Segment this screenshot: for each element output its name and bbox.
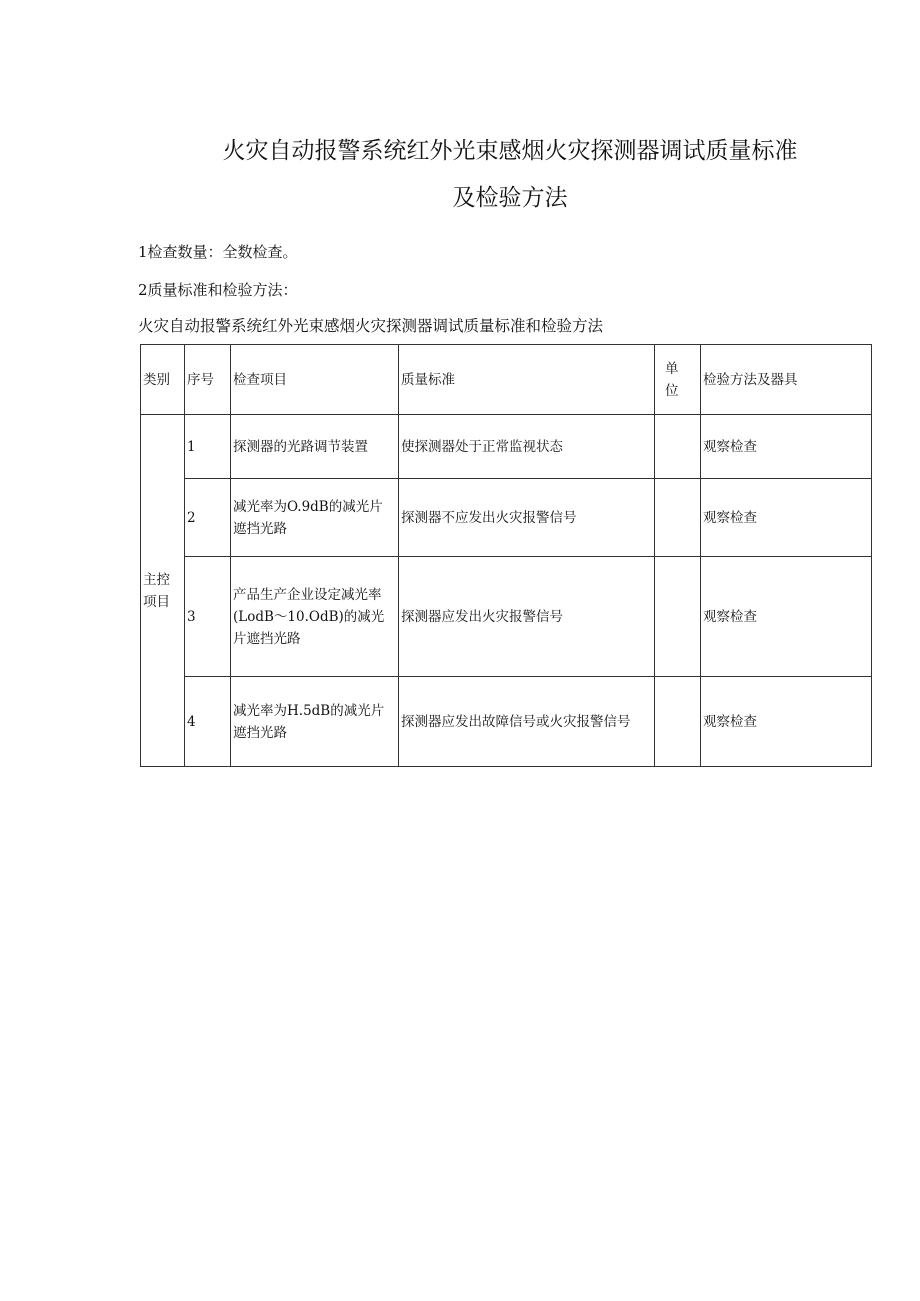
row-method: 观察检查 bbox=[701, 677, 872, 767]
table-row bbox=[141, 557, 872, 677]
table-header-row bbox=[141, 345, 872, 415]
table-row bbox=[141, 415, 872, 479]
row-method: 观察检查 bbox=[701, 479, 872, 557]
row-standard: 使探测器处于正常监视状态 bbox=[399, 415, 655, 479]
row-method: 观察检查 bbox=[701, 415, 872, 479]
row-seq: 3 bbox=[185, 557, 231, 677]
header-seq: 序号 bbox=[185, 345, 231, 415]
row-seq: 4 bbox=[185, 677, 231, 767]
row-item: 探测器的光路调节装置 bbox=[231, 415, 399, 479]
row-seq: 2 bbox=[185, 479, 231, 557]
table-row bbox=[141, 479, 872, 557]
row-item: 减光率为H.5dB的减光片遮挡光路 bbox=[231, 677, 399, 767]
row-seq: 1 bbox=[185, 415, 231, 479]
header-standard: 质量标准 bbox=[399, 345, 655, 415]
row-unit bbox=[655, 479, 701, 557]
quality-standard-heading: 2质量标准和检验方法： bbox=[138, 281, 298, 299]
quality-standard-table bbox=[140, 344, 872, 767]
row-standard: 探测器应发出故障信号或火灾报警信号 bbox=[399, 677, 655, 767]
header-method: 检验方法及器具 bbox=[701, 345, 872, 415]
row-standard: 探测器应发出火灾报警信号 bbox=[399, 557, 655, 677]
inspection-quantity-text: 1检查数量：全数检查。 bbox=[138, 243, 298, 261]
row-unit bbox=[655, 677, 701, 767]
row-unit bbox=[655, 557, 701, 677]
header-category: 类别 bbox=[141, 345, 185, 415]
category-main-control: 主控项目 bbox=[141, 415, 185, 767]
row-item: 减光率为O.9dB的减光片遮挡光路 bbox=[231, 479, 399, 557]
row-method: 观察检查 bbox=[701, 557, 872, 677]
header-unit: 单位 bbox=[655, 345, 701, 415]
row-unit bbox=[655, 415, 701, 479]
page-title-line-1: 火灾自动报警系统红外光束感烟火灾探测器调试质量标准 bbox=[222, 138, 798, 164]
header-item: 检查项目 bbox=[231, 345, 399, 415]
row-item: 产品生产企业设定减光率(LodB～10.OdB)的减光片遮挡光路 bbox=[231, 557, 399, 677]
row-standard: 探测器不应发出火灾报警信号 bbox=[399, 479, 655, 557]
table-row bbox=[141, 677, 872, 767]
table-caption: 火灾自动报警系统红外光束感烟火灾探测器调试质量标准和检验方法 bbox=[138, 317, 604, 335]
page-title-line-2: 及检验方法 bbox=[452, 185, 568, 211]
